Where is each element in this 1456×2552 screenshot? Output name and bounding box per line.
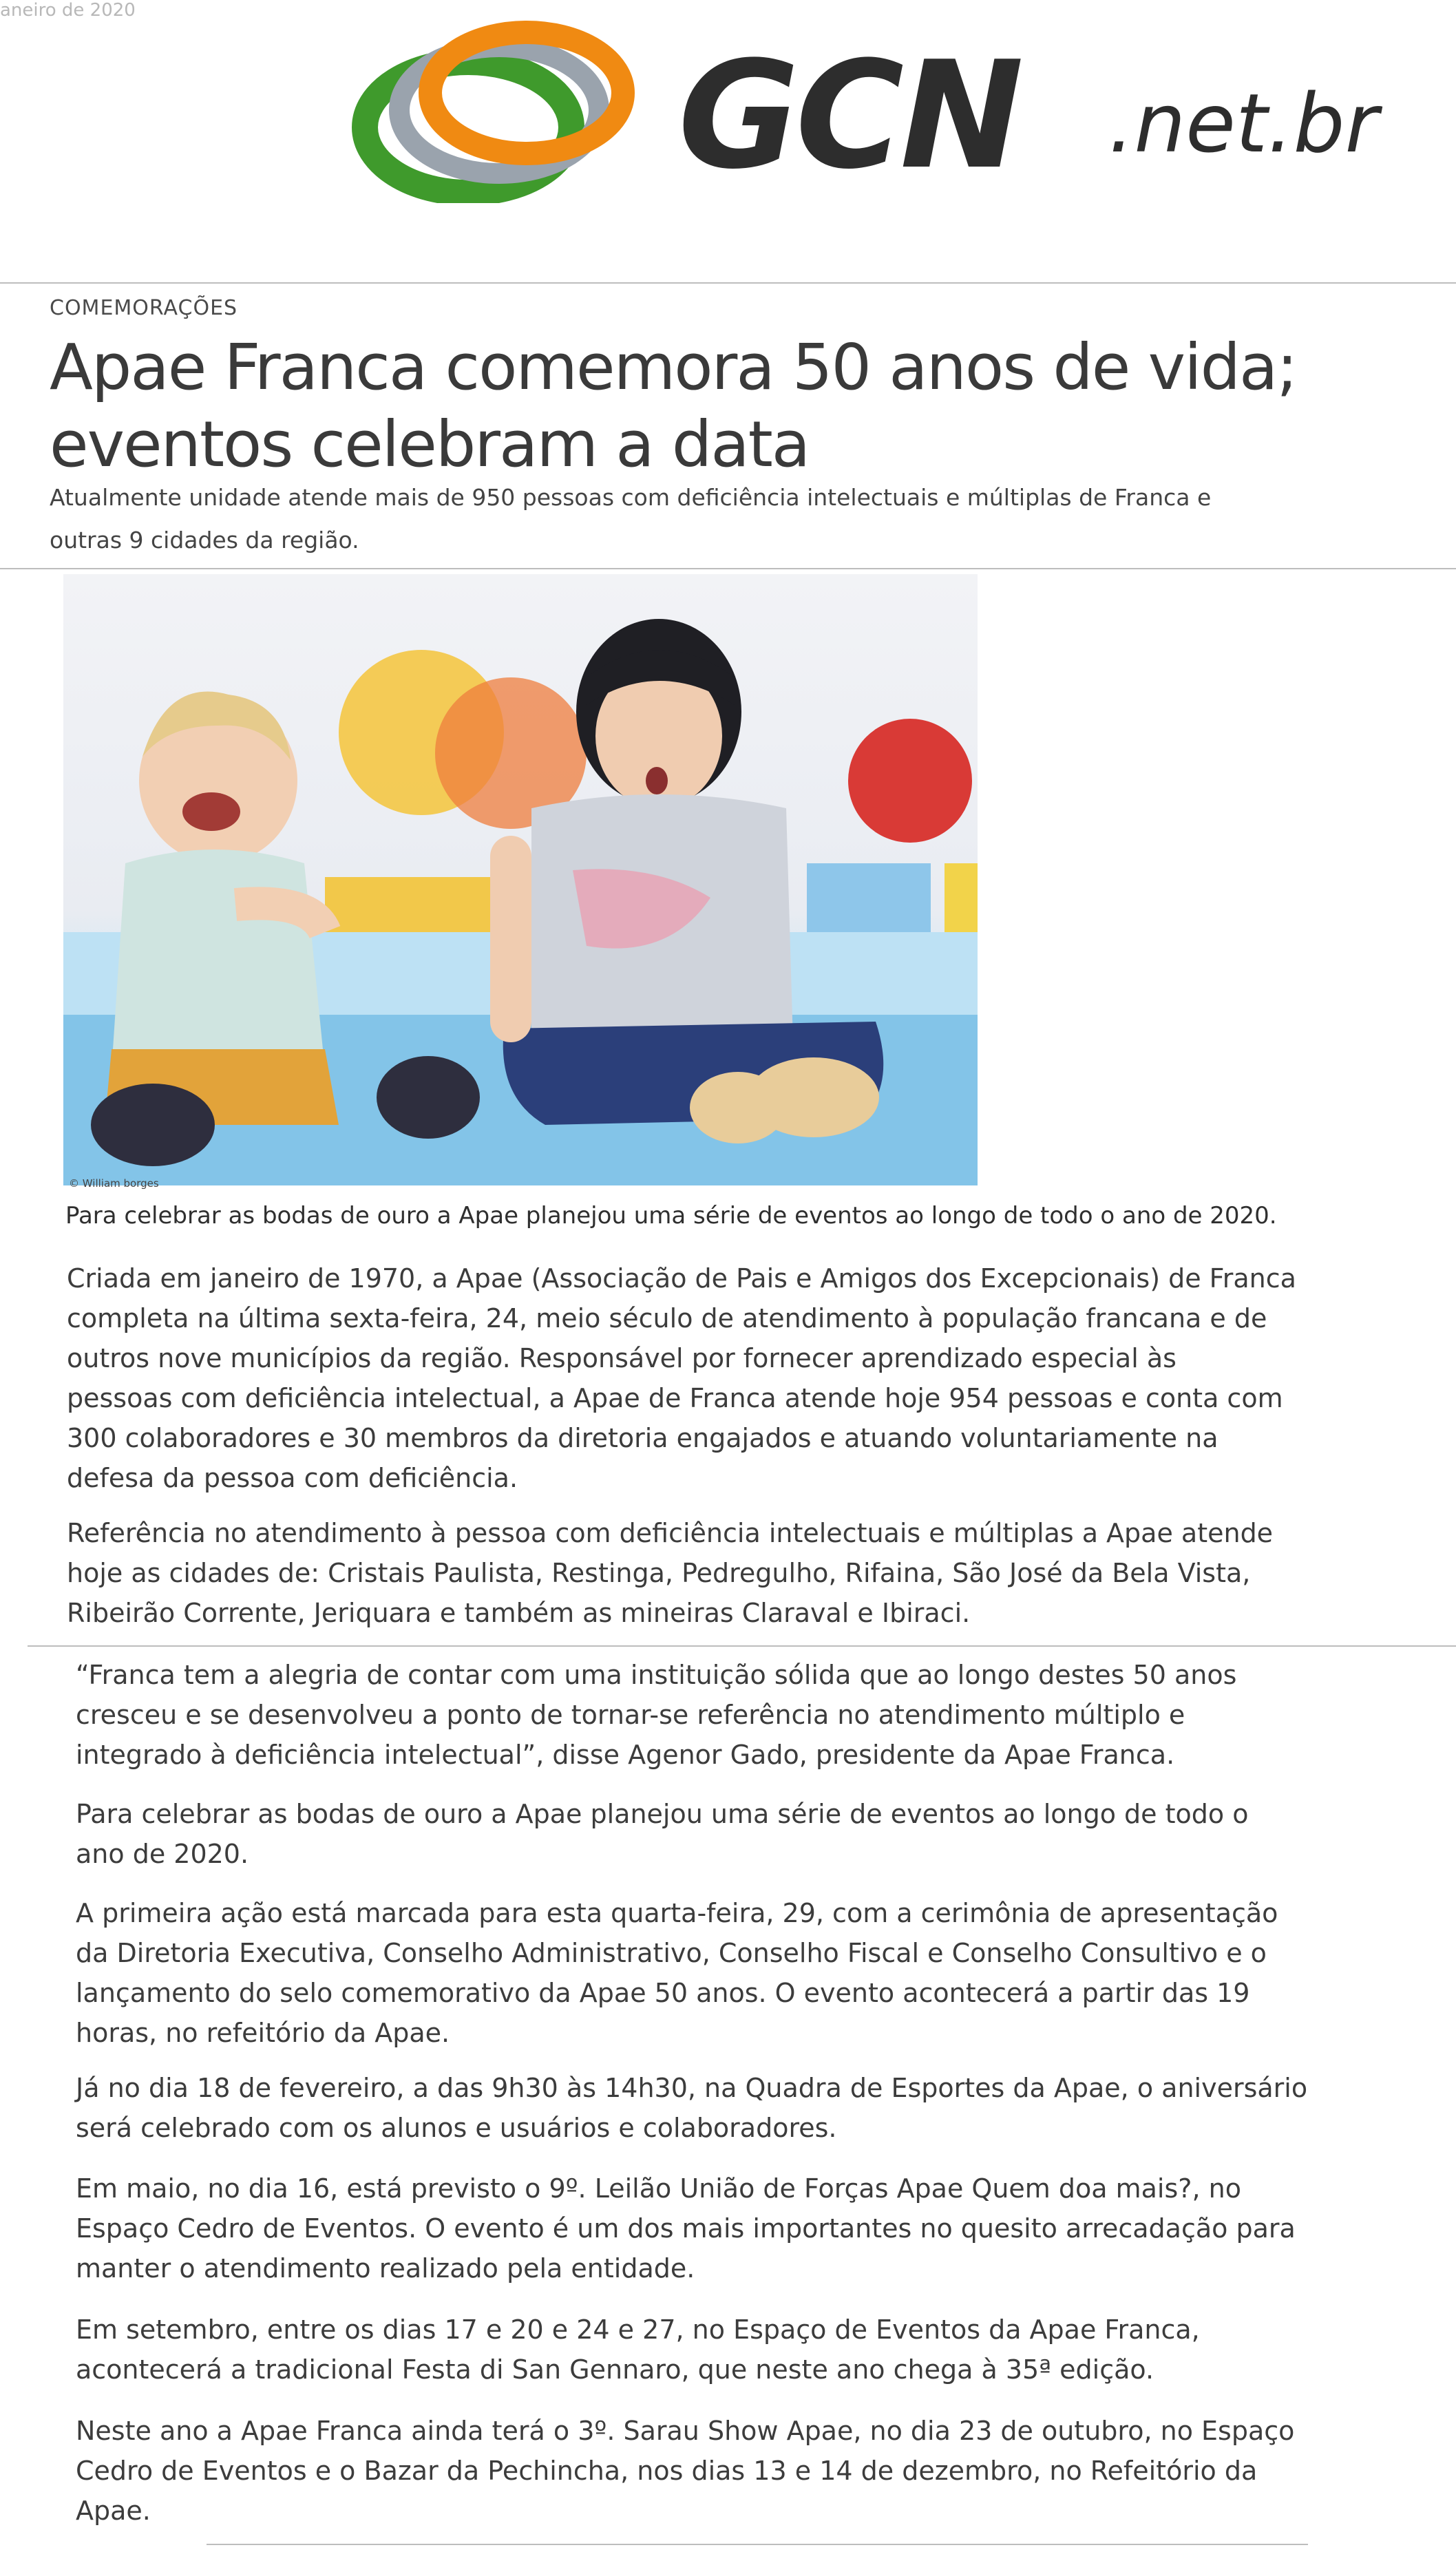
article-headline [50,329,1358,483]
paragraph-line: Para celebrar as bodas de ouro a Apae planejou uma série de eventos ao longo de todo o [76,1799,1249,1829]
paragraph-line: Apae. [76,2496,151,2526]
paragraph-line: Ribeirão Corrente, Jeriquara e também as mineiras Claraval e Ibiraci. [67,1598,971,1628]
paragraph-line: cresceu e se desenvolveu a ponto de tornar-se referência no atendimento múltiplo e [76,1700,1185,1730]
paragraph-line: Em maio, no dia 16, está previsto o 9º. Leilão União de Forças Apae Quem doa mais?, no [76,2173,1241,2204]
paragraph-line: Cedro de Eventos e o Bazar da Pechincha, nos dias 13 e 14 de dezembro, no Refeitório da [76,2456,1258,2486]
article-subhead [50,476,1234,562]
divider [207,2544,1308,2545]
paragraph-line: outros nove municípios da região. Responsável por fornecer aprendizado especial às [67,1343,1177,1373]
site-logo-suffix: .net.br [1108,76,1379,171]
paragraph-line: ano de 2020. [76,1839,249,1869]
photo-caption: Para celebrar as bodas de ouro a Apae planejou uma série de eventos ao longo de todo o ano de 2020. [65,1202,1277,1230]
headline-line: eventos celebram a data [50,408,810,481]
article-paragraph [76,2068,1425,2148]
divider [0,568,1456,569]
paragraph-line: Espaço Cedro de Eventos. O evento é um dos mais importantes no quesito arrecadação para [76,2213,1296,2244]
paragraph-line: Criada em janeiro de 1970, a Apae (Associação de Pais e Amigos dos Excepcionais) de Franca [67,1263,1296,1294]
section-kicker[interactable]: COMEMORAÇÕES [50,296,238,320]
date-stamp: aneiro de 2020 [0,0,136,21]
paragraph-line: completa na última sexta-feira, 24, meio século de atendimento à população francana e de [67,1303,1267,1333]
article-paragraph [76,2310,1425,2390]
article-paragraph [67,1258,1416,1498]
paragraph-line: será celebrado com os alunos e usuários e colaboradores. [76,2113,837,2143]
article-paragraph [76,1794,1425,1874]
paragraph-line: acontecerá a tradicional Festa di San Gennaro, que neste ano chega à 35ª edição. [76,2354,1154,2385]
paragraph-line: lançamento do selo comemorativo da Apae 50 anos. O evento acontecerá a partir das 19 [76,1978,1250,2008]
subhead-line: Atualmente unidade atende mais de 950 pessoas com deficiência intelectuais e múltiplas de Franca e [50,484,1212,511]
paragraph-line: defesa da pessoa com deficiência. [67,1463,518,1493]
paragraph-line: hoje as cidades de: Cristais Paulista, Restinga, Pedregulho, Rifaina, São José da Bela Vista, [67,1558,1251,1588]
divider [28,1645,1456,1647]
paragraph-line: 300 colaboradores e 30 membros da diretoria engajados e atuando voluntariamente na [67,1423,1218,1453]
paragraph-line: Já no dia 18 de fevereiro, a das 9h30 às 14h30, na Quadra de Esportes da Apae, o aniversário [76,2073,1308,2103]
article-paragraph [76,1655,1425,1775]
paragraph-line: da Diretoria Executiva, Conselho Administrativo, Conselho Fiscal e Conselho Consultivo e o [76,1938,1267,1968]
article-paragraph [67,1513,1416,1633]
paragraph-line: integrado à deficiência intelectual”, disse Agenor Gado, presidente da Apae Franca. [76,1740,1175,1770]
paragraph-line: Referência no atendimento à pessoa com deficiência intelectuais e múltiplas a Apae atende [67,1518,1274,1548]
children-photo-illustration [63,574,978,1185]
paragraph-line: Neste ano a Apae Franca ainda terá o 3º. Sarau Show Apae, no dia 23 de outubro, no Espaço [76,2416,1295,2446]
site-masthead[interactable] [344,14,1456,220]
article-paragraph [76,1893,1425,2053]
article-paragraph [76,2411,1425,2531]
paragraph-line: manter o atendimento realizado pela entidade. [76,2253,695,2284]
site-logo-text: GCN [678,29,1020,202]
headline-line: Apae Franca comemora 50 anos de vida; [50,330,1297,404]
paragraph-line: horas, no refeitório da Apae. [76,2018,450,2048]
photo-credit: © William borges [69,1177,159,1190]
subhead-line: outras 9 cidades da região. [50,527,359,553]
gcn-logo-icon [351,17,640,203]
divider [0,282,1456,284]
paragraph-line: “Franca tem a alegria de contar com uma instituição sólida que ao longo destes 50 anos [76,1660,1237,1690]
paragraph-line: Em setembro, entre os dias 17 e 20 e 24 e 27, no Espaço de Eventos da Apae Franca, [76,2314,1200,2345]
paragraph-line: pessoas com deficiência intelectual, a Apae de Franca atende hoje 954 pessoas e conta com [67,1383,1283,1413]
paragraph-line: A primeira ação está marcada para esta quarta-feira, 29, com a cerimônia de apresentação [76,1898,1278,1928]
article-photo [63,574,978,1185]
article-paragraph [76,2169,1425,2288]
